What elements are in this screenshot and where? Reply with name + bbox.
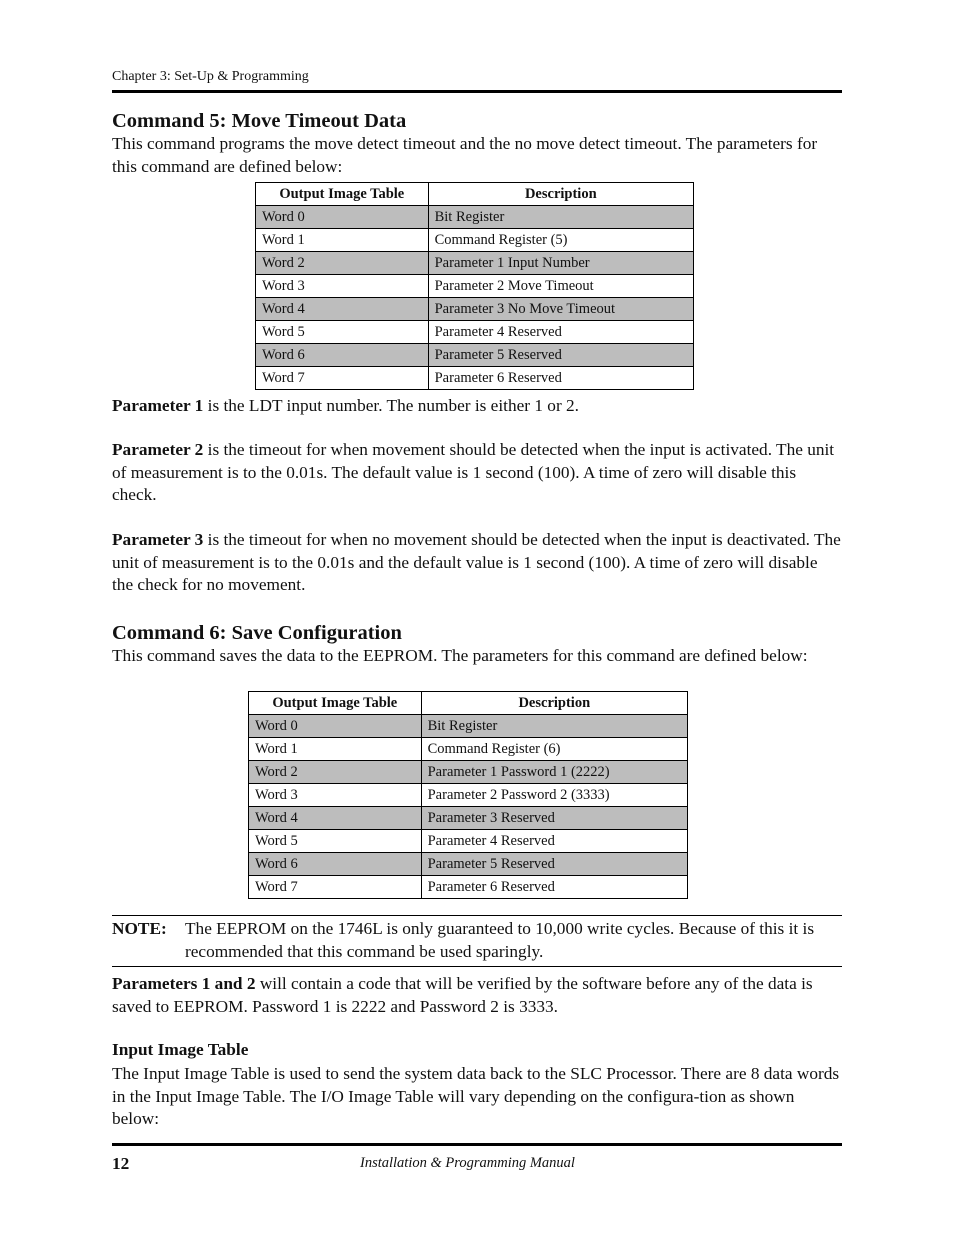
param-text: is the LDT input number. The number is either 1 or 2.	[203, 396, 579, 415]
description-cell: Parameter 5 Reserved	[428, 344, 693, 367]
description-cell: Parameter 5 Reserved	[421, 853, 687, 876]
cmd5-output-table	[255, 182, 694, 390]
note-top-rule	[112, 915, 842, 916]
description-cell: Parameter 1 Password 1 (2222)	[421, 761, 687, 784]
table-row	[249, 761, 688, 784]
table-row	[256, 321, 694, 344]
word-cell: Word 0	[256, 206, 429, 229]
cmd5-heading: Command 5: Move Timeout Data	[112, 110, 407, 132]
table-row	[256, 344, 694, 367]
cmd5-param1	[112, 395, 842, 418]
description-cell: Parameter 6 Reserved	[421, 876, 687, 899]
column-header: Output Image Table	[249, 692, 422, 715]
cmd6-intro: This command saves the data to the EEPROM. The parameters for this command are defined below:	[112, 646, 808, 665]
cmd6-heading: Command 6: Save Configuration	[112, 622, 402, 644]
running-head: Chapter 3: Set-Up & Programming	[112, 69, 309, 84]
note-bottom-rule	[112, 966, 842, 967]
table-row	[249, 830, 688, 853]
table-row	[256, 206, 694, 229]
description-cell: Command Register (6)	[421, 738, 687, 761]
word-cell: Word 0	[249, 715, 422, 738]
table-row	[256, 252, 694, 275]
table-row	[256, 367, 694, 390]
note-text: The EEPROM on the 1746L is only guaranteed to 10,000 write cycles. Because of this it is recommended that this command be used sparingly.	[185, 919, 815, 961]
cmd6-output-table	[248, 691, 688, 899]
table-row	[256, 298, 694, 321]
param-label: Parameter 3	[112, 530, 204, 549]
table-row	[249, 784, 688, 807]
word-cell: Word 6	[256, 344, 429, 367]
word-cell: Word 5	[249, 830, 422, 853]
word-cell: Word 3	[256, 275, 429, 298]
table-row	[256, 229, 694, 252]
table-row	[249, 853, 688, 876]
description-cell: Parameter 6 Reserved	[428, 367, 693, 390]
table-row	[256, 275, 694, 298]
param-text: is the timeout for when movement should be detected when the input is activated. The unit of measurement is to the 0.01s. The default value is 1 second (100). A time of zero will disable this check.	[112, 440, 835, 505]
description-cell: Command Register (5)	[428, 229, 693, 252]
word-cell: Word 5	[256, 321, 429, 344]
description-cell: Bit Register	[428, 206, 693, 229]
cmd5-param3	[112, 529, 842, 597]
word-cell: Word 2	[256, 252, 429, 275]
param-text: will contain a code that will be verified by the software before any of the data is saved to EEPROM. Password 1 is 2222 and Password 2 is 3333.	[112, 974, 813, 1016]
word-cell: Word 7	[249, 876, 422, 899]
table-row	[249, 715, 688, 738]
param-label: Parameters 1 and 2	[112, 974, 256, 993]
word-cell: Word 3	[249, 784, 422, 807]
page-number: 12	[112, 1154, 130, 1173]
word-cell: Word 1	[256, 229, 429, 252]
column-header: Description	[428, 183, 693, 206]
description-cell: Parameter 2 Move Timeout	[428, 275, 693, 298]
column-header: Description	[421, 692, 687, 715]
description-cell: Parameter 3 No Move Timeout	[428, 298, 693, 321]
header-rule	[112, 90, 842, 93]
cmd5-param2	[112, 439, 842, 507]
word-cell: Word 1	[249, 738, 422, 761]
column-header: Output Image Table	[256, 183, 429, 206]
footer-rule	[112, 1143, 842, 1146]
table-row	[249, 876, 688, 899]
description-cell: Parameter 3 Reserved	[421, 807, 687, 830]
table-row	[249, 738, 688, 761]
word-cell: Word 2	[249, 761, 422, 784]
description-cell: Bit Register	[421, 715, 687, 738]
param-text: is the timeout for when no movement should be detected when the input is deactivated. The unit of measurement is to the 0.01s and the default value is 1 second (100). A time of zero will disable the check for no movement.	[112, 530, 841, 595]
description-cell: Parameter 4 Reserved	[428, 321, 693, 344]
input-table-heading: Input Image Table	[112, 1040, 249, 1059]
param-label: Parameter 1	[112, 396, 204, 415]
word-cell: Word 4	[249, 807, 422, 830]
cmd5-intro: This command programs the move detect timeout and the no move detect timeout. The parameters for this command are defined below:	[112, 134, 818, 176]
description-cell: Parameter 4 Reserved	[421, 830, 687, 853]
param-label: Parameter 2	[112, 440, 204, 459]
description-cell: Parameter 1 Input Number	[428, 252, 693, 275]
cmd6-params-1-2	[112, 973, 842, 1018]
word-cell: Word 6	[249, 853, 422, 876]
table-row	[249, 807, 688, 830]
note-label: NOTE:	[112, 919, 167, 938]
word-cell: Word 4	[256, 298, 429, 321]
word-cell: Word 7	[256, 367, 429, 390]
description-cell: Parameter 2 Password 2 (3333)	[421, 784, 687, 807]
input-table-text: The Input Image Table is used to send the system data back to the SLC Processor. There are 8 data words in the Input Image Table. The I/O Image Table will vary depending on the configura-tion as shown below:	[112, 1064, 840, 1129]
footer-title: Installation & Programming Manual	[360, 1155, 575, 1171]
